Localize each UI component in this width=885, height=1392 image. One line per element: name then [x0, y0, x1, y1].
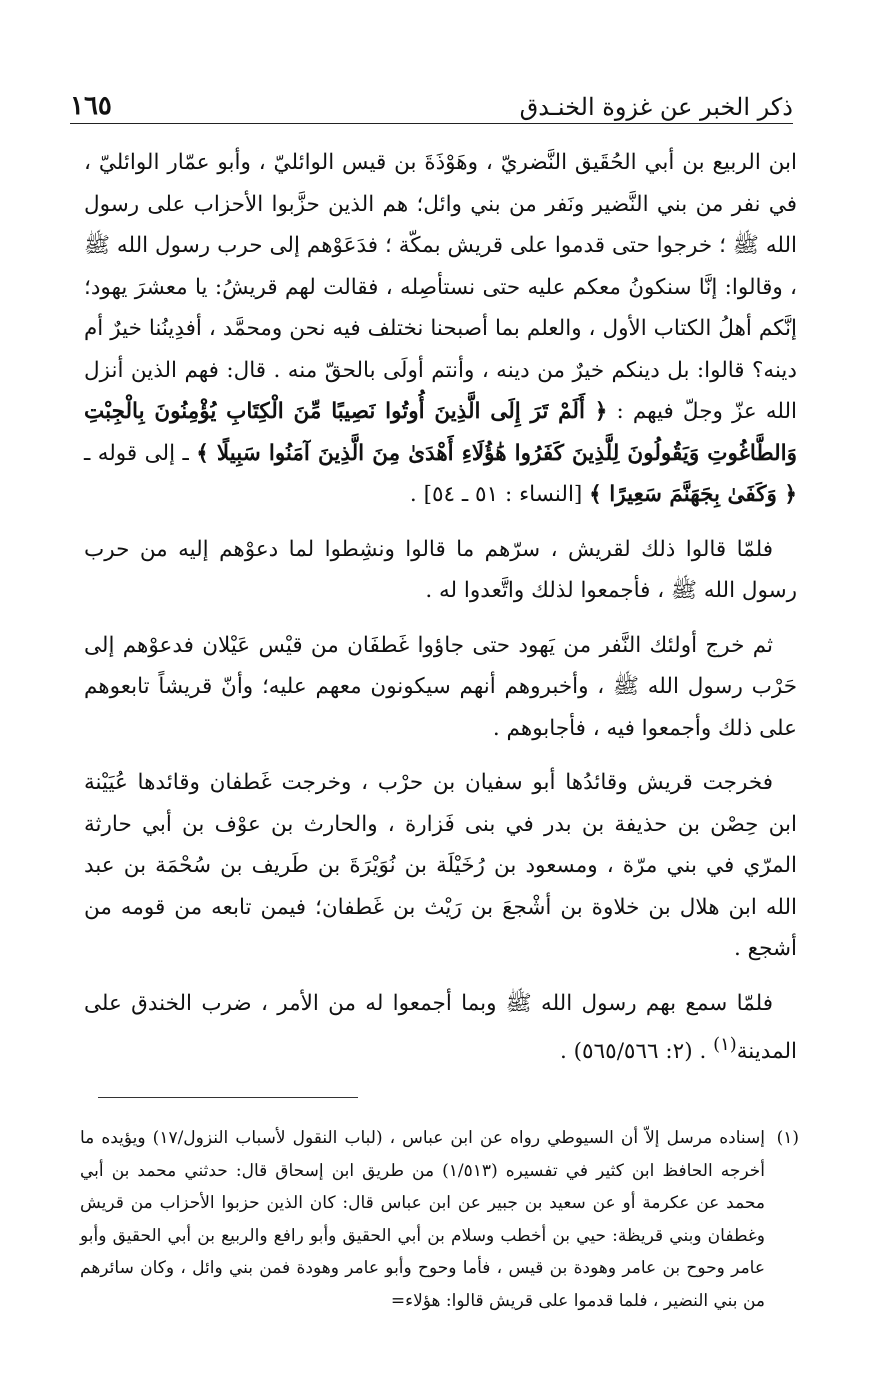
- footnote-text: إسناده مرسل إلاّ أن السيوطي رواه عن ابن عباس ، (لباب النقول لأسباب النزول/١٧) ويؤيده ما أخرجه الحافظ ابن كثير في تفسيره (١/٥١٣) من طريق ابن إسحاق قال: حدثني محمد بن أبي محمد عن عكرمة أو عن سعيد بن جبير عن ابن عباس قال: كان الذين حزبوا الأحزاب من قريش وغطفان وبني قريظة: حيي بن أخطب وسلام بن أبي الحقيق وأبو رافع والربيع بن أبي الحقيق وأبو عامر وحوح بن عامر وهودة بن قيس ، فأما وحوح وأبو عامر وهودة فمن بني وائل ، وكان سائرهم من بني النضير ، فلما قدموا على قريش قالوا: هؤلاء=: [80, 1128, 765, 1311]
- paragraph-1: [84, 142, 797, 516]
- footnote: [80, 1122, 799, 1317]
- running-header: [70, 82, 793, 124]
- paragraph-3: ثم خرج أولئك النَّفر من يَهود حتى جاؤوا غَطفَان من قيْس عَيْلان فدعوْهم إلى حَرْب رسول الله ﷺ ، وأخبروهم أنهم سيكونون معهم عليه؛ وأنّ قريشاً تابعوهم على ذلك وأجمعوا فيه ، فأجابوهم .: [84, 632, 797, 741]
- verse-reference: [النساء : ٥١ ـ ٥٤] .: [409, 482, 590, 507]
- quran-verse-1: ﴿ أَلَمْ تَرَ إِلَى الَّذِينَ أُوتُوا نَصِيبًا مِّنَ الْكِتَابِ يُؤْمِنُونَ بِالْجِبْتِ وَالطَّاغُوتِ وَيَقُولُونَ لِلَّذِينَ كَفَرُوا هَٰؤُلَاءِ أَهْدَىٰ مِنَ الَّذِينَ آمَنُوا سَبِيلًا ﴾: [84, 399, 797, 466]
- paragraph-1-text: ابن الربيع بن أبي الحُقَيق النَّضريّ ، وهَوْذَةَ بن قيس الوائليّ ، وأبو عمّار الوائليّ ، في نفر من بني النَّضير ونَفر من بني وائل؛ هم الذين حزَّبوا الأحزاب على رسول الله ﷺ ؛ خرجوا حتى قدموا على قريش بمكّة ؛ فدَعَوْهم إلى حرب رسول الله ﷺ ، وقالوا: إنَّا سنكونُ معكم عليه حتى نستأصِله ، فقالت لهم قريشُ: يا معشرَ يهود؛ إنَّكم أهلُ الكتاب الأول ، والعلم بما أصبحنا نختلف فيه نحن ومحمَّد ، أفدِينُنا خيرٌ أم دينه؟ قالوا: بل دينكم خيرٌ من دينه ، وأنتم أولَى بالحقّ منه . قال: فهم الذين أنزل الله عزّ وجلّ فيهم :: [84, 150, 797, 424]
- chapter-title: ذكر الخبر عن غزوة الخنـدق: [519, 93, 793, 121]
- footnote-marker: (١): [776, 1128, 799, 1148]
- page-number: ١٦٥: [70, 91, 112, 121]
- main-text: [84, 142, 797, 1073]
- paragraph-5-text: فلمّا سمع بهم رسول الله ﷺ وبما أجمعوا له من الأمر ، ضرب الخندق على المدينة: [84, 990, 797, 1065]
- verse-connector: ـ إلى قوله ـ: [84, 440, 197, 466]
- footnote-reference: (١): [713, 1034, 737, 1055]
- paragraph-2: فلمّا قالوا ذلك لقريش ، سرّهم ما قالوا ونشِطوا لما دعوْهم إليه من حرب رسول الله ﷺ ، فأجمعوا لذلك واتَّعدوا له .: [84, 536, 797, 603]
- paragraph-4: فخرجت قريش وقائدُها أبو سفيان بن حرْب ، وخرجت غَطفان وقائدها عُيَيْنة ابن حِصْن بن حذيفة بن بدر في بنى فَزارة ، والحارث بن عوْف بن أبي حارثة المرّي في بني مرّة ، ومسعود بن رُخَيْلَة بن نُوَيْرَةَ بن طَريف بن سُحْمَة بن عبد الله ابن هلال بن خلاوة بن أشْجعَ بن رَيْث بن غَطفان؛ فيمن تابعه من قومه من أشجع .: [84, 770, 797, 961]
- quran-verse-2: ﴿ وَكَفَىٰ بِجَهَنَّمَ سَعِيرًا ﴾: [589, 482, 797, 507]
- paragraph-5: [84, 983, 797, 1073]
- footnote-divider: [98, 1097, 358, 1098]
- source-reference: . (٢: ٥٦٥/٥٦٦) .: [559, 1039, 707, 1065]
